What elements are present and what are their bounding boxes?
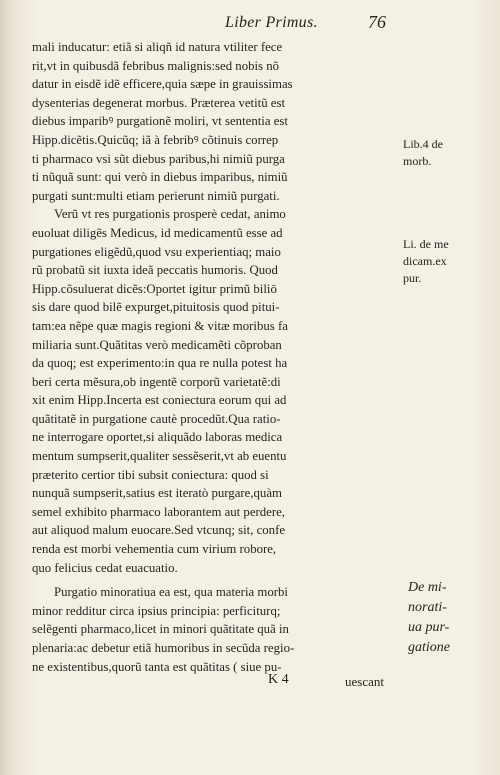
margin-note-line: gatione xyxy=(408,640,450,655)
margin-note-line: norati- xyxy=(408,600,447,615)
paragraph-2 xyxy=(32,205,400,577)
text-line: præterito certior tibi subsit coniectura: quod si xyxy=(32,467,269,482)
text-line: Verũ vt res purgationis prosperè cedat, animo xyxy=(54,207,286,222)
margin-note-2 xyxy=(403,236,449,287)
text-line: aut aliquod malum euocare.Sed vtcunq; sit, confe xyxy=(32,523,286,538)
text-line: sis dare quod bilẽ expurget,pituitosis quod pitui- xyxy=(32,300,280,315)
text-line: beri certa mẽsura,ob ingentẽ corporũ varietatẽ:di xyxy=(32,374,281,389)
text-line: ne interrogare oportet,si aliquãdo laboras medica xyxy=(32,430,283,445)
margin-note-line: dicam.ex xyxy=(403,254,447,268)
text-line: quãtitatẽ in purgatione cautè procedũt.Qua ratio- xyxy=(32,411,281,426)
margin-note-3 xyxy=(408,578,450,658)
margin-note-line: Lib.4 de xyxy=(403,137,443,151)
text-line: rit,vt in quibusdã febribus malignis:sed nobis nõ xyxy=(32,58,280,73)
text-line: quo felicius cedat euacuatio. xyxy=(32,560,178,575)
text-line: Hipp.dicẽtis.Quicũq; iã à febribꝰ cõtinuis correp xyxy=(32,132,279,147)
margin-note-line: Li. de me xyxy=(403,237,449,251)
text-line: ti nũquã sunt: qui verò in diebus imparibus, nimiũ xyxy=(32,170,288,185)
text-line: selẽgenti pharmaco,licet in minori quãtitate quã in xyxy=(32,622,289,637)
text-line: ti pharmaco vsi sũt diebus paribus,hi nimiũ purga xyxy=(32,151,285,166)
signature-mark: K 4 xyxy=(268,672,289,687)
margin-note-line: De mi- xyxy=(408,580,447,595)
main-text-block xyxy=(32,38,400,676)
paragraph-3 xyxy=(32,583,400,676)
text-line: da quoq; est experimento:in qua re nulla potest ha xyxy=(32,356,288,371)
page-header xyxy=(0,12,500,38)
text-line: euoluat diligẽs Medicus, id medicamentũ esse ad xyxy=(32,225,283,240)
text-line: plenaria:ac debetur etiã humoribus in secũda regio- xyxy=(32,641,295,655)
text-line: dysenterias degenerat morbus. Præterea vetitũ est xyxy=(32,95,286,110)
folio-number: 76 xyxy=(368,12,386,32)
text-line: diebus imparibꝰ purgationẽ moliri, vt sententia est xyxy=(32,114,288,129)
text-line: minor redditur circa ipsius principia: perficiturq; xyxy=(32,603,281,618)
text-line: mali inducatur: etiã si aliqñ id natura vtiliter fece xyxy=(32,40,283,54)
text-line: semel exhibito pharmaco laborantem aut perdere, xyxy=(32,504,285,519)
text-line: nunquã sumpserit,satius est iteratò purgare,quàm xyxy=(32,486,282,501)
text-line: Purgatio minoratiua ea est, qua materia morbi xyxy=(54,585,288,600)
margin-note-1 xyxy=(403,136,443,170)
text-line: purgati sunt:multi etiam perierunt nimiũ purgati. xyxy=(32,188,280,203)
running-title: Liber Primus. xyxy=(225,14,318,31)
text-line: datur in eisdẽ idẽ efficere,quia sæpe in grauissimas xyxy=(32,77,293,92)
text-line: mentum sumpserit,qualiter sessẽserit,vt ab euentu xyxy=(32,449,287,464)
text-line: tam:ea nẽpe quæ magis regioni & vitæ moribus fa xyxy=(32,318,288,333)
text-line: miliaria sunt.Quãtitas verò medicamẽti cõproban xyxy=(32,337,282,352)
text-line: Hipp.cõsuluerat dicẽs:Oportet igitur primũ biliō xyxy=(32,281,277,296)
paragraph-1 xyxy=(32,38,400,205)
text-line: purgationes eligẽdũ,quod vsu experientiaq; maio xyxy=(32,244,281,259)
page-footer xyxy=(0,672,500,696)
text-line: ne existentibus,quorũ tanta est quãtitas ( siue pu- xyxy=(32,659,282,674)
catchword: uescant xyxy=(345,674,384,689)
margin-note-line: morb. xyxy=(403,154,432,168)
text-line: rũ probatũ sit iuxta ideã peccatis humoris. Quod xyxy=(32,263,278,278)
text-line: xit enim Hipp.Incerta est coniectura eorum qui ad xyxy=(32,393,287,408)
margin-note-line: pur. xyxy=(403,271,422,285)
margin-note-line: ua pur- xyxy=(408,620,450,635)
text-line: renda est morbi vehementia cum virium robore, xyxy=(32,542,277,557)
